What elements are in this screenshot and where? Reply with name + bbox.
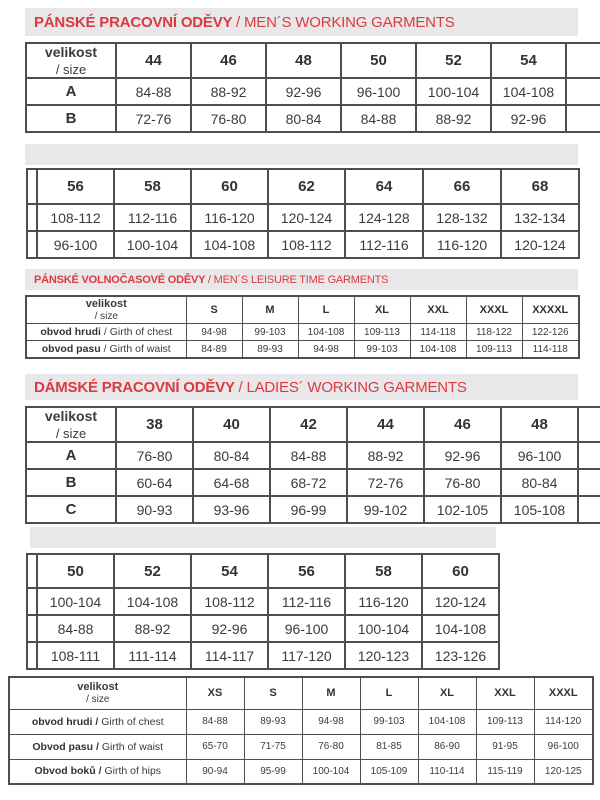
value-cell: 120-124	[501, 231, 579, 258]
size-column-header: XS	[186, 677, 244, 709]
size-column-header: L	[360, 677, 418, 709]
value-cell: 92-96	[266, 78, 341, 105]
size-corner-line1: velikost	[44, 408, 98, 424]
cut-column-cell	[27, 231, 37, 258]
data-row	[27, 642, 499, 669]
size-column-header: 64	[345, 169, 423, 204]
mens-working-section-title	[25, 8, 578, 36]
mens-working-sizes-44-54-table	[25, 42, 600, 137]
cut-column-cell	[578, 442, 600, 469]
mens-leisure-section-title	[25, 269, 578, 290]
size-column-header: XL	[418, 677, 476, 709]
size-column-header: XXL	[410, 296, 466, 324]
size-corner-label	[26, 296, 186, 324]
value-cell: 110-114	[418, 759, 476, 784]
value-cell: 76-80	[424, 469, 501, 496]
cut-column-cell	[566, 78, 600, 105]
size-column-header: S	[244, 677, 302, 709]
size-corner-line1: velikost	[44, 44, 98, 60]
value-cell: 112-116	[114, 204, 191, 231]
size-column-header: 56	[37, 169, 114, 204]
value-cell: 99-103	[242, 324, 298, 341]
value-cell: 89-93	[242, 341, 298, 358]
section-title-en: / LADIES´ WORKING GARMENTS	[238, 378, 467, 396]
size-column-header: S	[186, 296, 242, 324]
value-cell: 71-75	[244, 734, 302, 759]
value-cell: 88-92	[416, 105, 491, 132]
value-cell: 96-99	[270, 496, 347, 523]
size-column-header: 54	[491, 43, 566, 78]
row-label	[9, 759, 186, 784]
value-cell: 109-113	[466, 341, 522, 358]
value-cell: 84-88	[270, 442, 347, 469]
value-cell: 117-120	[268, 642, 345, 669]
row-label-cz: obvod hrudi /	[31, 715, 99, 728]
value-cell: 120-125	[534, 759, 593, 784]
value-cell: 92-96	[424, 442, 501, 469]
value-cell: 112-116	[268, 588, 345, 615]
size-column-header: XXXL	[534, 677, 593, 709]
value-cell: 92-96	[491, 105, 566, 132]
row-label-en: Girth of waist	[98, 740, 164, 753]
value-cell: 94-98	[302, 709, 360, 734]
value-cell: 100-104	[416, 78, 491, 105]
value-cell: 84-88	[37, 615, 114, 642]
size-column-header: 42	[270, 407, 347, 442]
row-label: B	[26, 469, 116, 496]
value-cell: 72-76	[116, 105, 191, 132]
size-column-header: 50	[341, 43, 416, 78]
value-cell: 80-84	[193, 442, 270, 469]
cut-column-cell	[578, 496, 600, 523]
value-cell: 93-96	[193, 496, 270, 523]
value-cell: 108-112	[37, 204, 114, 231]
value-cell: 84-88	[186, 709, 244, 734]
value-cell: 116-120	[191, 204, 268, 231]
separator-band	[25, 144, 578, 165]
section-title-cz: PÁNSKÉ PRACOVNÍ ODĚVY	[34, 13, 237, 31]
data-row	[9, 734, 593, 759]
size-corner-line1: velikost	[77, 681, 119, 694]
data-row	[9, 709, 593, 734]
value-cell: 86-90	[418, 734, 476, 759]
cut-column-cell	[27, 588, 37, 615]
cut-column-cell	[27, 615, 37, 642]
size-column-header: 46	[191, 43, 266, 78]
size-corner-line2: / size	[55, 61, 87, 77]
value-cell: 132-134	[501, 204, 579, 231]
data-row	[26, 324, 579, 341]
section-title-cz: DÁMSKÉ PRACOVNÍ ODĚVY	[34, 378, 239, 396]
row-label-en: Girth of chest	[98, 715, 164, 728]
header-row	[26, 43, 600, 78]
value-cell: 96-100	[534, 734, 593, 759]
row-label: C	[26, 496, 116, 523]
row-label	[26, 341, 186, 358]
data-row	[26, 469, 600, 496]
value-cell: 104-108	[298, 324, 354, 341]
value-cell: 124-128	[345, 204, 423, 231]
row-label-en: Girth of hips	[101, 765, 162, 778]
value-cell: 100-104	[302, 759, 360, 784]
data-row	[27, 204, 579, 231]
mens-working-sizes-44-54-table-grid	[25, 42, 600, 133]
value-cell: 95-99	[244, 759, 302, 784]
section-title-en: / MEN´S WORKING GARMENTS	[236, 13, 455, 31]
cut-column-cell	[27, 204, 37, 231]
value-cell: 104-108	[418, 709, 476, 734]
value-cell: 96-100	[268, 615, 345, 642]
cut-column-cell	[578, 469, 600, 496]
value-cell: 108-111	[37, 642, 114, 669]
ladies-working-sizes-50-60-table-grid	[26, 553, 500, 670]
header-row	[27, 169, 579, 204]
value-cell: 105-109	[360, 759, 418, 784]
size-column-header: 58	[114, 169, 191, 204]
value-cell: 84-88	[116, 78, 191, 105]
value-cell: 109-113	[354, 324, 410, 341]
value-cell: 96-100	[37, 231, 114, 258]
mens-working-sizes-56-68-table-grid	[26, 168, 580, 259]
size-column-header: M	[242, 296, 298, 324]
value-cell: 80-84	[501, 469, 578, 496]
ladies-working-sizes-38-48-table	[25, 406, 600, 528]
row-label	[26, 324, 186, 341]
size-column-header: 56	[268, 554, 345, 588]
size-corner-label	[26, 43, 116, 78]
value-cell: 120-123	[345, 642, 422, 669]
value-cell: 102-105	[424, 496, 501, 523]
separator-band	[30, 527, 496, 548]
mens-working-sizes-56-68-table	[26, 168, 586, 263]
row-label-cz: Obvod boků /	[34, 765, 102, 778]
section-title-cz: PÁNSKÉ VOLNOČASOVÉ ODĚVY	[34, 273, 208, 286]
size-column-header: 40	[193, 407, 270, 442]
section-title-en: / MEN´S LEISURE TIME GARMENTS	[207, 273, 389, 286]
value-cell: 88-92	[347, 442, 424, 469]
value-cell: 76-80	[116, 442, 193, 469]
value-cell: 128-132	[423, 204, 501, 231]
data-row	[9, 759, 593, 784]
value-cell: 118-122	[466, 324, 522, 341]
value-cell: 99-102	[347, 496, 424, 523]
size-column-header: 52	[114, 554, 191, 588]
row-label	[9, 734, 186, 759]
value-cell: 123-126	[422, 642, 499, 669]
value-cell: 94-98	[186, 324, 242, 341]
value-cell: 76-80	[302, 734, 360, 759]
size-column-header: 54	[191, 554, 268, 588]
data-row	[26, 496, 600, 523]
cut-column-cell	[566, 105, 600, 132]
size-column-header: 48	[501, 407, 578, 442]
value-cell: 104-108	[191, 231, 268, 258]
size-corner-line2: / size	[86, 694, 110, 706]
value-cell: 91-95	[476, 734, 534, 759]
size-column-header: 68	[501, 169, 579, 204]
ladies-working-section-title	[25, 374, 578, 400]
size-column-header: 60	[191, 169, 268, 204]
value-cell: 114-118	[522, 341, 579, 358]
size-column-header: 60	[422, 554, 499, 588]
value-cell: 68-72	[270, 469, 347, 496]
data-row	[27, 588, 499, 615]
value-cell: 90-93	[116, 496, 193, 523]
value-cell: 104-108	[491, 78, 566, 105]
value-cell: 112-116	[345, 231, 423, 258]
cut-column-cell	[27, 169, 37, 204]
row-label	[9, 709, 186, 734]
data-row	[26, 442, 600, 469]
ladies-working-letter-sizes-table	[8, 676, 598, 788]
value-cell: 90-94	[186, 759, 244, 784]
row-label: A	[26, 442, 116, 469]
data-row	[26, 341, 579, 358]
row-label-cz: Obvod pasu /	[32, 740, 99, 753]
ladies-working-sizes-50-60-table	[26, 553, 506, 675]
value-cell: 115-119	[476, 759, 534, 784]
value-cell: 94-98	[298, 341, 354, 358]
value-cell: 84-89	[186, 341, 242, 358]
size-column-header: L	[298, 296, 354, 324]
value-cell: 114-120	[534, 709, 593, 734]
value-cell: 114-117	[191, 642, 268, 669]
mens-leisure-sizes-table-grid	[25, 295, 580, 359]
value-cell: 84-88	[341, 105, 416, 132]
value-cell: 76-80	[191, 105, 266, 132]
value-cell: 96-100	[341, 78, 416, 105]
value-cell: 64-68	[193, 469, 270, 496]
size-corner-line2: / size	[55, 425, 87, 441]
value-cell: 111-114	[114, 642, 191, 669]
header-row	[26, 407, 600, 442]
value-cell: 108-112	[268, 231, 345, 258]
value-cell: 88-92	[191, 78, 266, 105]
value-cell: 116-120	[345, 588, 422, 615]
data-row	[26, 105, 600, 132]
value-cell: 88-92	[114, 615, 191, 642]
value-cell: 100-104	[345, 615, 422, 642]
cut-column-cell	[566, 43, 600, 78]
value-cell: 120-124	[422, 588, 499, 615]
value-cell: 120-124	[268, 204, 345, 231]
value-cell: 116-120	[423, 231, 501, 258]
value-cell: 105-108	[501, 496, 578, 523]
value-cell: 100-104	[114, 231, 191, 258]
row-label-en: / Girth of chest	[100, 326, 173, 339]
size-column-header: M	[302, 677, 360, 709]
value-cell: 100-104	[37, 588, 114, 615]
size-column-header: 38	[116, 407, 193, 442]
size-column-header: 46	[424, 407, 501, 442]
size-column-header: XL	[354, 296, 410, 324]
cut-column-cell	[27, 554, 37, 588]
size-corner-line2: / size	[94, 311, 118, 323]
header-row	[26, 296, 579, 324]
row-label-cz: obvod hrudi	[40, 326, 101, 339]
data-row	[27, 231, 579, 258]
size-column-header: 58	[345, 554, 422, 588]
cut-column-cell	[27, 642, 37, 669]
value-cell: 109-113	[476, 709, 534, 734]
value-cell: 65-70	[186, 734, 244, 759]
size-corner-label	[26, 407, 116, 442]
header-row	[9, 677, 593, 709]
size-column-header: XXL	[476, 677, 534, 709]
header-row	[27, 554, 499, 588]
value-cell: 80-84	[266, 105, 341, 132]
mens-leisure-sizes-table	[25, 295, 585, 361]
data-row	[26, 78, 600, 105]
size-column-header: XXXXL	[522, 296, 579, 324]
size-corner-label	[9, 677, 186, 709]
size-column-header: 62	[268, 169, 345, 204]
size-column-header: 48	[266, 43, 341, 78]
size-column-header: 50	[37, 554, 114, 588]
ladies-working-sizes-38-48-table-grid	[25, 406, 600, 524]
size-column-header: 52	[416, 43, 491, 78]
value-cell: 99-103	[360, 709, 418, 734]
value-cell: 104-108	[410, 341, 466, 358]
value-cell: 89-93	[244, 709, 302, 734]
row-label: A	[26, 78, 116, 105]
size-column-header: 44	[347, 407, 424, 442]
cut-column-cell	[578, 407, 600, 442]
value-cell: 122-126	[522, 324, 579, 341]
value-cell: 114-118	[410, 324, 466, 341]
data-row	[27, 615, 499, 642]
size-column-header: XXXL	[466, 296, 522, 324]
value-cell: 96-100	[501, 442, 578, 469]
value-cell: 60-64	[116, 469, 193, 496]
value-cell: 92-96	[191, 615, 268, 642]
size-column-header: 44	[116, 43, 191, 78]
value-cell: 108-112	[191, 588, 268, 615]
ladies-working-letter-sizes-table-grid	[8, 676, 594, 785]
value-cell: 104-108	[114, 588, 191, 615]
size-column-header: 66	[423, 169, 501, 204]
value-cell: 72-76	[347, 469, 424, 496]
row-label-en: / Girth of waist	[100, 343, 171, 356]
value-cell: 81-85	[360, 734, 418, 759]
value-cell: 99-103	[354, 341, 410, 358]
row-label: B	[26, 105, 116, 132]
size-corner-line1: velikost	[85, 298, 127, 310]
row-label-cz: obvod pasu	[41, 343, 101, 356]
value-cell: 104-108	[422, 615, 499, 642]
